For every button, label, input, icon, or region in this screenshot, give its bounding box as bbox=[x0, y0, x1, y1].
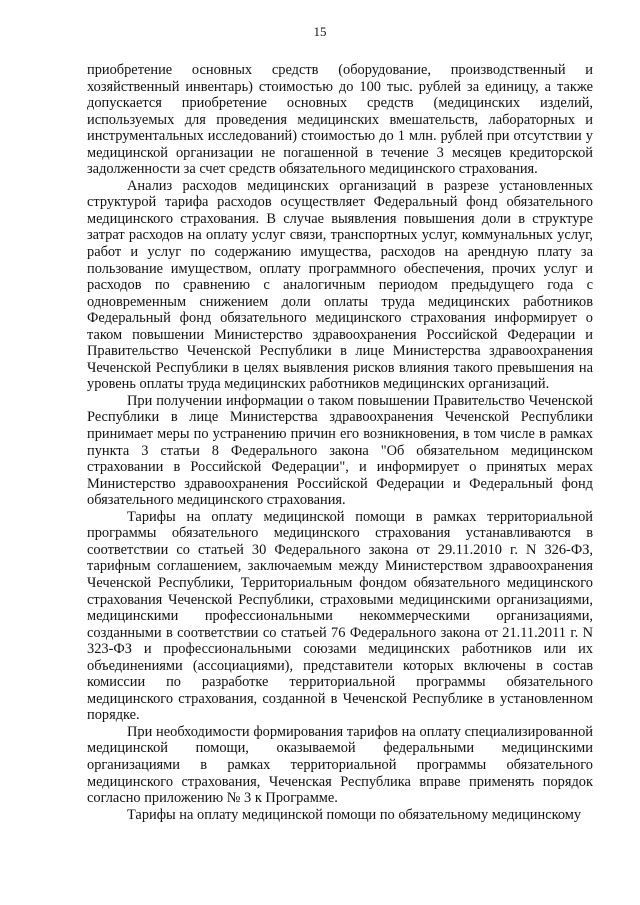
paragraph-cost-analysis: Анализ расходов медицинских организаций в разрезе установленных структурой тарифа расходов осуществляет Федеральный фонд обязательного медицинского страхования. В случае выявления повышения доли в структуре затрат расходов на оплату услуг связи, транспортных услуг, коммунальных услуг, работ и услуг по содержанию имущества, расходов на арендную плату за пользование имуществом, оплату программного обеспечения, прочих услуг и расходов по сравнению с аналогичным периодом предыдущего года с одновременным снижением доли оплаты труда медицинских работников Федеральный фонд обязательного медицинского страхования информирует о таком повышении Министерство здравоохранения Российской Федерации и Правительство Чеченской Республики в лице Министерства здравоохранения Чеченской Республики в целях выявления рисков влияния такого превышения на уровень оплаты труда медицинских работников медицинских организаций. bbox=[87, 177, 593, 393]
page-number: 15 bbox=[313, 24, 327, 39]
paragraph-specialized-care: При необходимости формирования тарифов на оплату специализированной медицинской помощи, оказываемой федеральными медицинскими организациями в рамках территориальной программы обязательного медицинского страхования, Чеченская Республика вправе применять порядок согласно приложению № 3 к Программе. bbox=[87, 723, 593, 807]
paragraph-continuation: приобретение основных средств (оборудование, производственный и хозяйственный инвентарь) стоимостью до 100 тыс. рублей за единицу, а также допускается приобретение основных средств (медицинских изделий, используемых для проведения медицинских вмешательств, лабораторных и инструментальных исследований) стоимостью до 1 млн. рублей при отсутствии у медицинской организации не погашенной в течение 3 месяцев кредиторской задолженности за счет средств обязательного медицинского страхования. bbox=[87, 62, 593, 178]
paragraph-government-measures: При получении информации о таком повышении Правительство Чеченской Республики в лице Министерства здравоохранения Чеченской Республики принимает меры по устранению причин его возникновения, в том числе в рамках пункта 3 статьи 8 Федерального закона "Об обязательном медицинском страховании в Российской Федерации", и информирует о принятых мерах Министерство здравоохранения Российской Федерации и Федеральный фонд обязательного медицинского страхования. bbox=[87, 392, 593, 509]
body-text bbox=[87, 62, 593, 823]
paragraph-tariffs-continued: Тарифы на оплату медицинской помощи по обязательному медицинскому bbox=[127, 806, 582, 823]
paragraph-tariffs: Тарифы на оплату медицинской помощи в рамках территориальной программы обязательного медицинского страхования устанавливаются в соответствии со статьей 30 Федерального закона от 29.11.2010 г. N 326-ФЗ, тарифным соглашением, заключаемым между Министерством здравоохранения Чеченской Республики, Территориальным фондом обязательного медицинского страхования Чеченской Республики, страховыми медицинскими организациями, медицинскими профессиональными некоммерческими организациями, созданными в соответствии со статьей 76 Федерального закона от 21.11.2011 г. N 323-ФЗ и профессиональными союзами медицинских работников или их объединениями (ассоциациями), представители которых включены в состав комиссии по разработке территориальной программы обязательного медицинского страхования, созданной в Чеченской Республике в установленном порядке. bbox=[87, 508, 593, 724]
